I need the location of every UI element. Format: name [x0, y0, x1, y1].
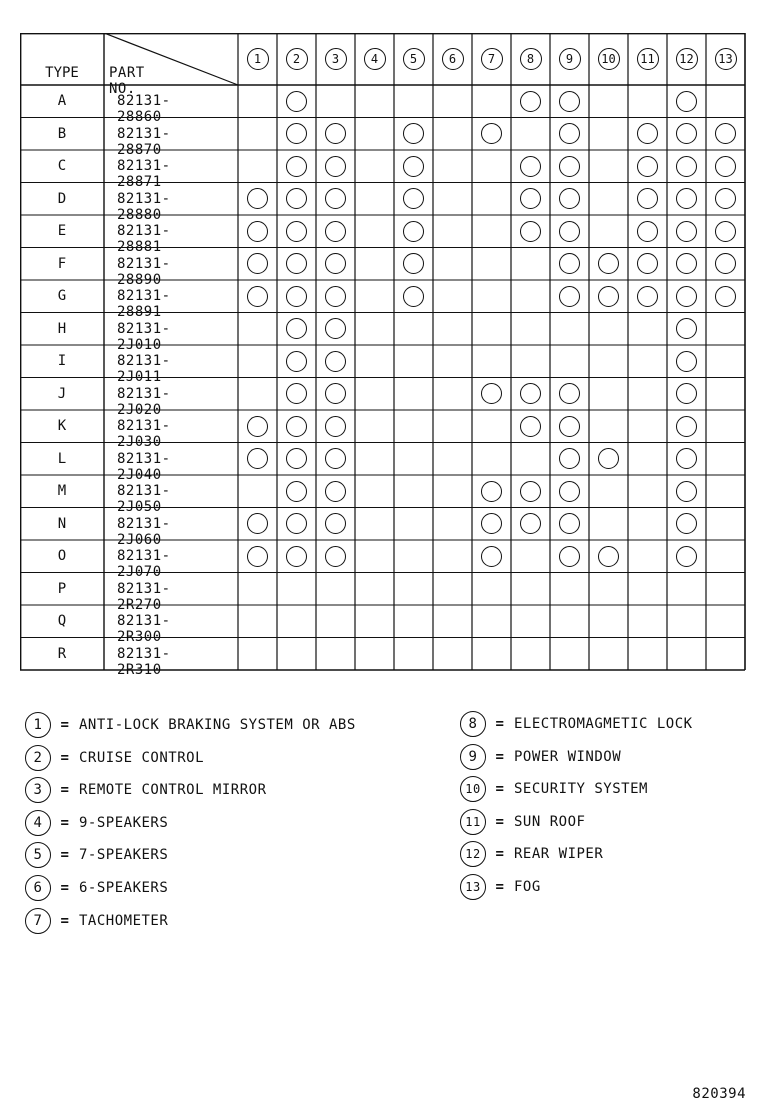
legend-item-12 [460, 841, 603, 867]
option-mark-9 [559, 221, 580, 242]
option-mark-3 [325, 156, 346, 177]
row-part-number: 82131-28881 [117, 223, 171, 255]
row-type: F [57, 255, 67, 272]
row-part-number: 82131-2J050 [117, 483, 171, 515]
option-mark-2 [286, 481, 307, 502]
legend-item-9 [460, 744, 621, 770]
row-part-number: 82131-2R300 [117, 613, 171, 645]
option-header-10: 10 [598, 48, 620, 70]
option-mark-1 [247, 221, 268, 242]
option-header-9: 9 [559, 48, 581, 70]
option-mark-10 [598, 546, 619, 567]
legend-number-circle: 13 [460, 874, 486, 900]
legend-item-3 [25, 777, 267, 803]
legend-equals: = [495, 879, 505, 895]
legend-number-circle: 6 [25, 875, 51, 901]
option-mark-11 [637, 221, 658, 242]
option-mark-1 [247, 416, 268, 437]
option-mark-3 [325, 286, 346, 307]
option-header-7: 7 [481, 48, 503, 70]
row-type: P [57, 580, 67, 597]
row-part-number: 82131-2J040 [117, 450, 171, 483]
option-mark-12 [676, 416, 697, 437]
legend-equals: = [60, 880, 70, 896]
option-mark-10 [598, 286, 619, 307]
legend-equals: = [60, 912, 70, 929]
option-mark-9 [559, 481, 580, 502]
option-mark-12 [676, 481, 697, 502]
option-header-12: 12 [676, 48, 698, 70]
legend-equals: = [495, 716, 505, 732]
row-part-number: 82131-28880 [117, 190, 171, 223]
row-type: C [57, 158, 67, 174]
legend-equals: = [495, 813, 505, 830]
option-mark-12 [676, 351, 697, 372]
option-mark-12 [676, 91, 697, 112]
option-mark-1 [247, 546, 268, 567]
row-type: A [57, 93, 67, 109]
legend-item-7 [25, 908, 168, 934]
legend-item-4 [25, 810, 168, 836]
option-header-13: 13 [715, 48, 737, 70]
row-type: R [57, 645, 67, 662]
row-type: I [57, 353, 67, 369]
option-mark-9 [559, 546, 580, 567]
legend-item-1 [25, 712, 356, 738]
row-part-number: 82131-28860 [117, 93, 171, 125]
row-type: E [57, 223, 67, 239]
option-header-8: 8 [520, 48, 542, 70]
legend-item-10 [460, 776, 648, 802]
row-part-number: 82131-2J060 [117, 515, 171, 548]
legend-label: REAR WIPER [514, 846, 604, 863]
option-mark-9 [559, 416, 580, 437]
legend-equals: = [60, 847, 70, 864]
legend-item-8 [460, 711, 693, 737]
legend-number-circle: 11 [460, 809, 486, 835]
row-type: L [57, 450, 67, 467]
option-mark-11 [637, 286, 658, 307]
legend-equals: = [495, 748, 505, 765]
row-part-number: 82131-2J011 [117, 353, 171, 385]
option-header-11: 11 [637, 48, 659, 70]
legend-number-circle: 5 [25, 842, 51, 868]
legend-label: REMOTE CONTROL MIRROR [79, 782, 267, 799]
option-mark-12 [676, 221, 697, 242]
figure-code: 820394 [692, 1086, 746, 1102]
option-mark-5 [403, 286, 424, 307]
option-mark-12 [676, 156, 697, 177]
legend-label: POWER WINDOW [514, 748, 622, 765]
option-mark-5 [403, 221, 424, 242]
option-mark-13 [715, 221, 736, 242]
option-header-2: 2 [286, 48, 308, 70]
legend-number-circle: 1 [25, 712, 51, 738]
legend-number-circle: 8 [460, 711, 486, 737]
legend-number-circle: 9 [460, 744, 486, 770]
row-part-number: 82131-2R310 [117, 645, 171, 678]
option-mark-3 [325, 416, 346, 437]
option-mark-12 [676, 546, 697, 567]
row-type: D [57, 190, 67, 207]
row-type: J [57, 385, 67, 402]
legend-label: 9-SPEAKERS [79, 814, 169, 831]
option-mark-8 [520, 481, 541, 502]
option-header-1: 1 [247, 48, 269, 70]
row-part-number: 82131-2J010 [117, 320, 171, 353]
legend-item-6 [25, 875, 168, 901]
row-part-number: 82131-28870 [117, 125, 171, 158]
legend-label: SECURITY SYSTEM [514, 781, 648, 798]
option-header-5: 5 [403, 48, 425, 70]
legend-item-5 [25, 842, 168, 868]
legend-number-circle: 12 [460, 841, 486, 867]
option-mark-7 [481, 546, 502, 567]
row-type: Q [57, 613, 67, 629]
option-mark-13 [715, 286, 736, 307]
row-type: K [57, 418, 67, 434]
legend-number-circle: 4 [25, 810, 51, 836]
option-mark-5 [403, 156, 424, 177]
legend-label: FOG [514, 879, 541, 895]
legend-item-11 [460, 809, 585, 835]
legend-label: CRUISE CONTROL [79, 749, 205, 766]
row-type: G [57, 288, 67, 304]
row-type: B [57, 125, 67, 142]
option-mark-2 [286, 351, 307, 372]
legend-equals: = [495, 781, 505, 798]
row-part-number: 82131-28871 [117, 158, 171, 190]
legend-item-2 [25, 745, 204, 771]
option-mark-8 [520, 221, 541, 242]
part-header: PART NO. [109, 65, 145, 97]
legend-label: 6-SPEAKERS [79, 880, 169, 896]
legend-number-circle: 2 [25, 745, 51, 771]
option-mark-7 [481, 481, 502, 502]
row-part-number: 82131-2R270 [117, 580, 171, 613]
option-header-4: 4 [364, 48, 386, 70]
row-part-number: 82131-28891 [117, 288, 171, 320]
option-mark-13 [715, 156, 736, 177]
option-mark-3 [325, 221, 346, 242]
legend-label: ANTI-LOCK BRAKING SYSTEM OR ABS [79, 717, 356, 733]
legend-number-circle: 10 [460, 776, 486, 802]
row-type: O [57, 548, 67, 564]
row-type: M [57, 483, 67, 499]
option-mark-2 [286, 91, 307, 112]
option-mark-3 [325, 481, 346, 502]
option-mark-9 [559, 156, 580, 177]
legend-item-13 [460, 874, 541, 900]
option-mark-1 [247, 286, 268, 307]
legend-equals: = [60, 717, 70, 733]
legend-equals: = [60, 814, 70, 831]
legend-equals: = [495, 846, 505, 863]
option-mark-9 [559, 286, 580, 307]
row-part-number: 82131-28890 [117, 255, 171, 288]
row-type: H [57, 320, 67, 337]
option-mark-3 [325, 351, 346, 372]
legend-number-circle: 3 [25, 777, 51, 803]
option-mark-12 [676, 286, 697, 307]
row-type: N [57, 515, 67, 532]
legend-label: TACHOMETER [79, 912, 169, 929]
option-mark-2 [286, 156, 307, 177]
legend-number-circle: 7 [25, 908, 51, 934]
option-mark-2 [286, 221, 307, 242]
option-mark-11 [637, 156, 658, 177]
option-mark-2 [286, 546, 307, 567]
option-mark-2 [286, 416, 307, 437]
legend-equals: = [60, 782, 70, 799]
legend-label: 7-SPEAKERS [79, 847, 169, 864]
option-header-6: 6 [442, 48, 464, 70]
option-mark-8 [520, 416, 541, 437]
row-part-number: 82131-2J070 [117, 548, 171, 580]
type-header: TYPE [45, 65, 79, 81]
legend-label: SUN ROOF [514, 813, 586, 830]
option-mark-8 [520, 91, 541, 112]
row-part-number: 82131-2J020 [117, 385, 171, 418]
option-header-3: 3 [325, 48, 347, 70]
option-mark-8 [520, 156, 541, 177]
option-mark-9 [559, 91, 580, 112]
option-mark-3 [325, 546, 346, 567]
legend-equals: = [60, 749, 70, 766]
row-part-number: 82131-2J030 [117, 418, 171, 450]
legend-label: ELECTROMAGMETIC LOCK [514, 716, 693, 732]
option-mark-2 [286, 286, 307, 307]
